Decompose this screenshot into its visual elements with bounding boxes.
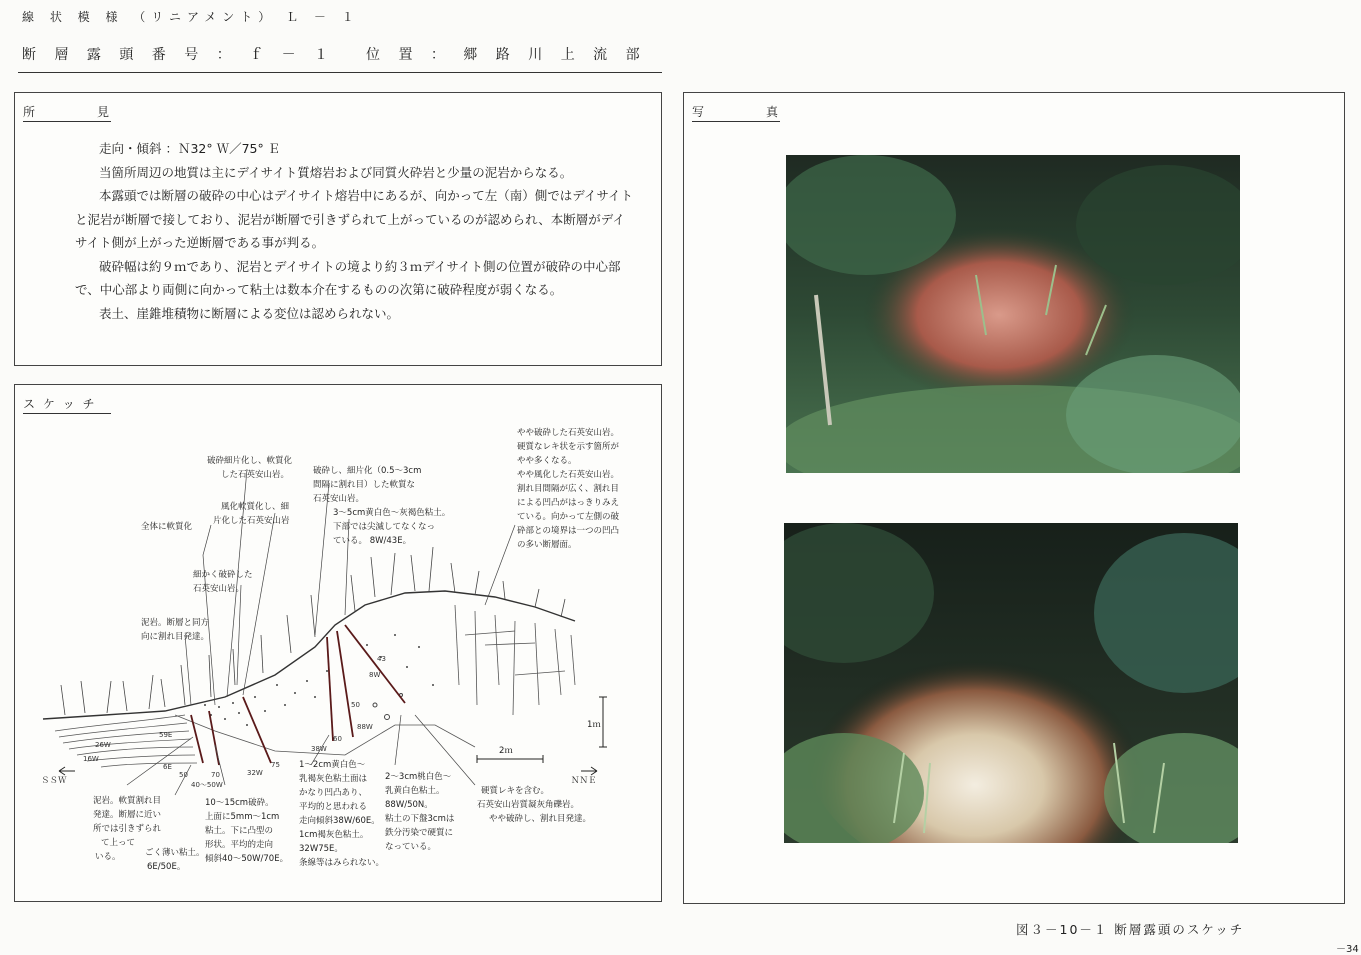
svg-text:下部では尖滅してなくなっ: 下部では尖滅してなくなっ	[333, 522, 436, 532]
note-crushed-softened	[207, 455, 293, 480]
svg-text:所では引きずられ: 所では引きずられ	[93, 824, 162, 834]
note-crush-zone-10-15cm	[205, 797, 288, 864]
svg-text:1～2cm黄白色～: 1～2cm黄白色～	[299, 760, 366, 770]
measure-mark: 40～50W	[191, 781, 223, 789]
svg-text:なっている。: なっている。	[385, 842, 437, 852]
svg-text:硬質なレキ状を示す箇所が: 硬質なレキ状を示す箇所が	[517, 442, 620, 452]
observations-title-right: 見	[96, 105, 111, 119]
svg-text:した石英安山岩。: した石英安山岩。	[221, 470, 290, 480]
measure-mark: 50	[179, 771, 188, 779]
header-rule	[18, 72, 662, 73]
svg-text:やや風化した石英安山岩。: やや風化した石英安山岩。	[517, 470, 620, 480]
svg-text:発達。断層に近い: 発達。断層に近い	[93, 810, 162, 820]
measure-mark: 38W	[311, 745, 327, 753]
vegetation	[61, 547, 565, 715]
svg-text:片化した石英安山岩: 片化した石英安山岩	[213, 516, 290, 526]
svg-text:石英安山岩質凝灰角礫岩。: 石英安山岩質凝灰角礫岩。	[477, 800, 580, 810]
svg-text:細かく破砕した: 細かく破砕した	[193, 570, 253, 580]
svg-text:傾斜40～50W/70E。: 傾斜40～50W/70E。	[205, 854, 289, 864]
svg-text:て上って: て上って	[101, 838, 136, 848]
svg-text:破砕細片化し、軟質化: 破砕細片化し、軟質化	[207, 456, 293, 466]
measure-mark: 88W	[357, 723, 373, 731]
note-slightly-crushed	[517, 427, 620, 550]
svg-text:割れ目間隔が広く、割れ目: 割れ目間隔が広く、割れ目	[517, 484, 619, 494]
outcrop-photo-2	[784, 523, 1238, 843]
svg-text:32W75E。: 32W75E。	[299, 844, 343, 854]
svg-text:間隔に割れ目）した軟質な: 間隔に割れ目）した軟質な	[313, 480, 416, 490]
note-thin-clay	[145, 847, 205, 872]
svg-text:やや多くなる。: やや多くなる。	[517, 456, 577, 466]
svg-text:の多い断層面。: の多い断層面。	[517, 540, 577, 550]
observations-title-left: 所	[23, 105, 38, 119]
location-label: 位 置 ： 郷 路 川 上 流 部	[366, 47, 647, 63]
direction-left-label: ＳＳＷ	[41, 776, 67, 786]
svg-text:粘土の下盤3cmは: 粘土の下盤3cmは	[385, 814, 455, 824]
observations-title	[23, 103, 111, 122]
observation-paragraph: 表土、崖錐堆積物に断層による変位は認められない。	[99, 305, 400, 321]
svg-text:1cm褐灰色粘土。: 1cm褐灰色粘土。	[299, 830, 369, 840]
note-crushed-fragmented	[313, 465, 421, 504]
figure-caption: 図３－10－１ 断層露頭のスケッチ	[1016, 922, 1245, 937]
note-tuff-breccia	[477, 785, 591, 824]
svg-text:風化軟質化し、細: 風化軟質化し、細	[221, 502, 290, 512]
observation-paragraph: 当箇所周辺の地質は主にデイサイト質熔岩および同質火砕岩と少量の泥岩からなる。	[99, 164, 573, 180]
svg-text:上面に5mm～1cm: 上面に5mm～1cm	[205, 812, 280, 822]
svg-text:全体に軟質化: 全体に軟質化	[141, 522, 193, 532]
note-pink-white-clay	[385, 771, 454, 852]
svg-text:向に割れ目発達。: 向に割れ目発達。	[141, 632, 210, 642]
measure-mark: 8W	[369, 671, 381, 679]
svg-text:泥岩。断層と同方: 泥岩。断層と同方	[141, 618, 210, 628]
svg-text:かなり凹凸あり、: かなり凹凸あり、	[299, 788, 368, 798]
header-subtitle: 線 状 模 様 （リニアメント） Ｌ － １	[22, 10, 360, 24]
svg-text:ている。 8W/43E。: ている。 8W/43E。	[333, 536, 412, 546]
svg-text:88W/50N。: 88W/50N。	[385, 800, 433, 810]
observations-panel	[14, 92, 662, 366]
svg-text:平均的と思われる: 平均的と思われる	[299, 802, 368, 812]
svg-text:石英安山岩。: 石英安山岩。	[193, 584, 245, 594]
measure-mark: 43	[377, 655, 386, 663]
measure-mark: 16W	[83, 755, 99, 763]
page-number: －34	[1336, 944, 1359, 955]
svg-text:砕部との境界は一つの凹凸: 砕部との境界は一つの凹凸	[517, 526, 620, 536]
direction-right-label: ＮＮＥ	[571, 776, 597, 786]
svg-text:やや破砕した石英安山岩。: やや破砕した石英安山岩。	[517, 428, 620, 438]
photo-title-right: 真	[765, 105, 780, 119]
measure-mark: 59E	[159, 731, 173, 739]
svg-text:泥岩。軟質割れ目: 泥岩。軟質割れ目	[93, 796, 162, 806]
measure-mark: 60	[333, 735, 342, 743]
measure-mark: 26W	[95, 741, 111, 749]
svg-text:3～5cm黄白色～灰褐色粘土。: 3～5cm黄白色～灰褐色粘土。	[333, 508, 451, 518]
svg-text:による凹凸がはっきりみえ: による凹凸がはっきりみえ	[517, 498, 620, 508]
svg-text:走向傾斜38W/60E。: 走向傾斜38W/60E。	[299, 816, 380, 826]
note-yellow-white-clay	[299, 759, 384, 868]
andesite-joints	[455, 605, 575, 715]
svg-text:2～3cm桃白色～: 2～3cm桃白色～	[385, 772, 452, 782]
measure-mark: 32W	[247, 769, 263, 777]
outcrop-number-label: 断 層 露 頭 番 号 ： ｆ － １	[22, 47, 336, 63]
measure-mark: 6E	[163, 763, 172, 771]
svg-text:ている。向かって左側の破: ている。向かって左側の破	[517, 512, 620, 522]
svg-text:6E/50E。: 6E/50E。	[147, 862, 186, 872]
strike-dip-line: 走向・傾斜 ：Ｎ32° Ｗ／75° Ｅ	[99, 141, 281, 156]
measure-mark: 50	[351, 701, 360, 709]
outcrop-photo-1	[786, 155, 1240, 473]
outcrop-sketch-drawing	[15, 385, 661, 901]
photo-title	[692, 103, 780, 122]
photo-panel	[683, 92, 1345, 904]
observation-paragraph: 本露頭では断層の破砕の中心はデイサイト熔岩中にあるが、向かって左（南）側ではデイサイトと泥岩が断層で接しており、泥岩が断層で引きずられて上がっているのが認められ、本断層がデイサイト側が上がった逆断層である事が判る。	[75, 188, 634, 250]
photo-title-left: 写	[692, 105, 707, 119]
note-weathered-softened	[213, 501, 290, 526]
svg-text:ごく薄い粘土。: ごく薄い粘土。	[145, 848, 205, 858]
measure-mark: 70	[211, 771, 220, 779]
mudstone-layers	[55, 715, 197, 767]
vertical-scale-label: 1ｍ	[587, 720, 601, 730]
svg-text:形状。平均的走向: 形状。平均的走向	[205, 840, 274, 850]
svg-text:いる。: いる。	[95, 852, 121, 862]
note-mudstone-fractured	[141, 617, 210, 642]
svg-text:粘土。下に凸型の: 粘土。下に凸型の	[205, 826, 274, 836]
svg-text:鉄分汚染で硬質に: 鉄分汚染で硬質に	[385, 828, 454, 838]
svg-text:乳黄白色粘土。: 乳黄白色粘土。	[385, 786, 445, 796]
svg-text:条線等はみられない。: 条線等はみられない。	[299, 858, 385, 868]
svg-text:破砕し、細片化（0.5～3cm: 破砕し、細片化（0.5～3cm	[313, 466, 422, 476]
svg-text:10～15cm破砕。: 10～15cm破砕。	[205, 798, 274, 808]
svg-text:乳褐灰色粘土面は: 乳褐灰色粘土面は	[299, 774, 368, 784]
note-clay-lens	[333, 507, 450, 546]
fault-lines	[191, 625, 405, 765]
svg-text:やや破砕し、割れ目発達。: やや破砕し、割れ目発達。	[489, 814, 592, 824]
note-softened-all	[141, 521, 193, 532]
note-finely-crushed	[193, 569, 253, 594]
svg-text:石英安山岩。: 石英安山岩。	[313, 494, 365, 504]
observation-paragraph: 破砕幅は約９ｍであり、泥岩とデイサイトの境より約３ｍデイサイト側の位置が破砕の中心部で、中心部より両側に向かって粘土は数本介在するものの次第に破砕程度が弱くなる。	[75, 258, 621, 297]
sketch-panel	[14, 384, 662, 902]
observations-body	[75, 137, 635, 325]
sketch-title: ス ケ ッ チ	[23, 395, 111, 414]
ground-surface-line	[43, 591, 575, 719]
horizontal-scale-label: 2ｍ	[499, 746, 513, 756]
svg-text:硬質レキを含む。: 硬質レキを含む。	[481, 786, 550, 796]
measure-mark: 75	[271, 761, 280, 769]
